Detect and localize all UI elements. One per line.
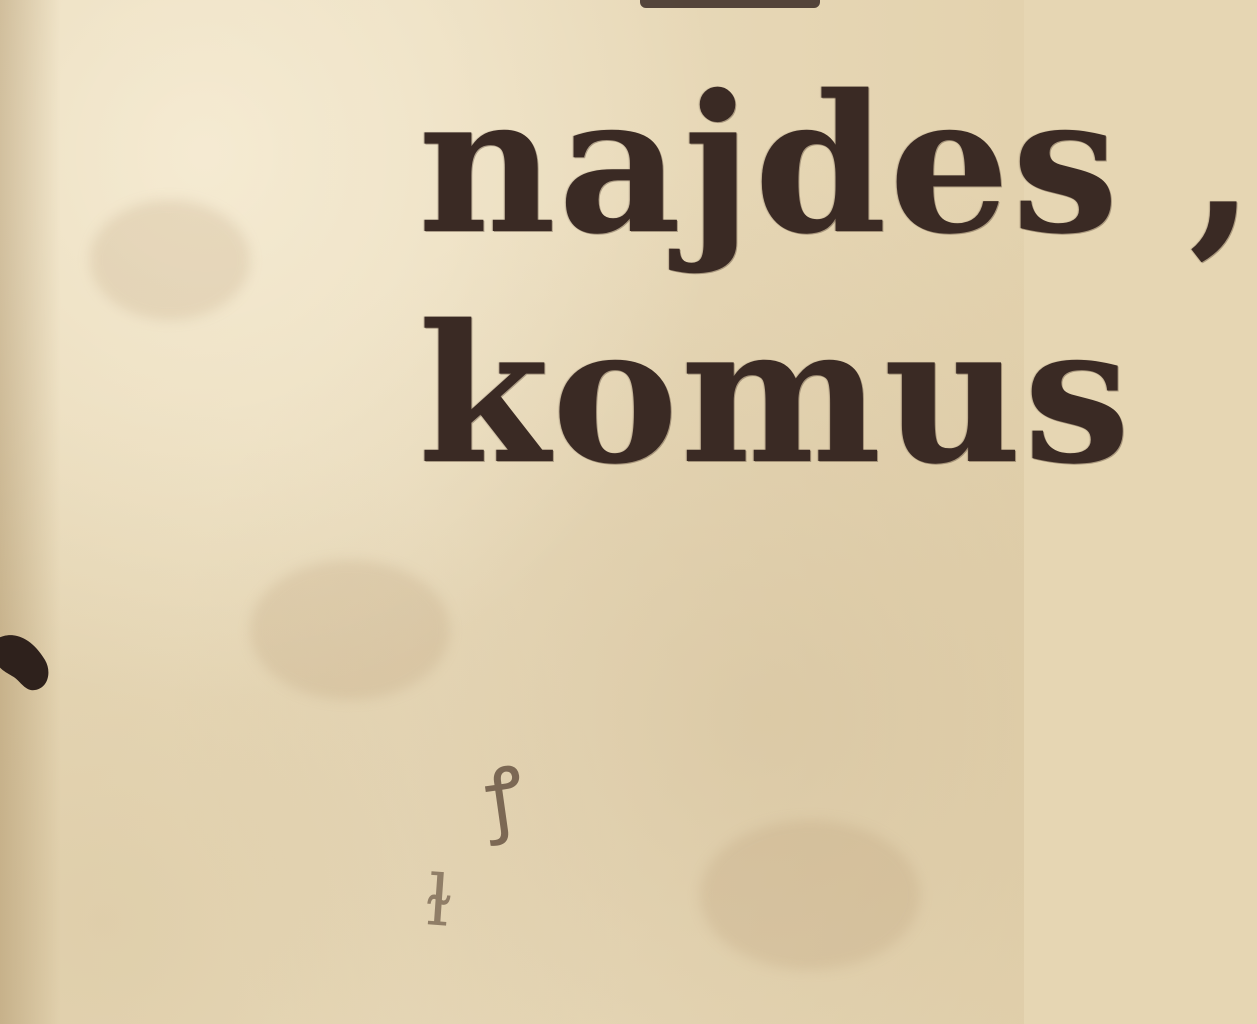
text-line-2: komus bbox=[418, 283, 1133, 506]
paper-stain bbox=[250, 560, 450, 700]
text-line-1: najdes , bbox=[418, 53, 1257, 276]
paper-stain bbox=[700, 820, 920, 970]
cut-off-letter-stroke bbox=[640, 0, 820, 8]
ink-smudge-icon: ɫ bbox=[422, 859, 455, 943]
page-fold-shadow bbox=[0, 0, 60, 1024]
ink-smudge-icon: ꝭ bbox=[479, 748, 530, 847]
ink-blot-icon bbox=[0, 610, 60, 700]
paper-stain bbox=[90, 200, 250, 320]
